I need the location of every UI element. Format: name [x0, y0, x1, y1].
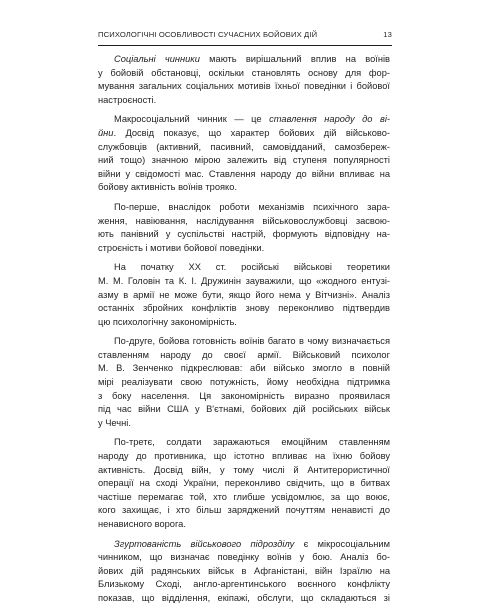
- text-line: частіше перемагає той, хто глибше усвідомлює, за що воює,: [98, 491, 390, 502]
- text-line: операції на сході України, переконливо свідчить, що в битвах: [98, 478, 390, 489]
- text-line: Соціальні чинники мають вирішальний вплив на воїнів: [114, 54, 390, 64]
- page-body: [98, 53, 390, 606]
- paragraph: [98, 201, 390, 255]
- text-line: М. В. Зенченко підкреслював: аби військо змогло в повній: [98, 363, 390, 374]
- italic-term: ставлення народу до ві-: [269, 114, 390, 125]
- text-line: строєність і мотиви бойової поведінки.: [98, 242, 265, 253]
- text-line: останніх збройних конфліктів знову переконливо підтвердив: [98, 303, 390, 314]
- text-line: На початку XX ст. російські військові теоретики: [114, 262, 390, 273]
- text-line: Макросоціальний чинник — це ставлення народу до ві-: [114, 114, 390, 125]
- text-line: ження, навіювання, наслідування військовослужбовці засвою-: [98, 215, 390, 226]
- text-line: чинником, що визначає поведінку воїнів у бою. Аналіз бо-: [98, 552, 390, 563]
- paragraph: [98, 261, 390, 329]
- text-line: настроєності.: [98, 94, 157, 105]
- paragraph: [98, 538, 390, 606]
- paragraph: [98, 436, 390, 531]
- running-title: ПСИХОЛОГІЧНІ ОСОБЛИВОСТІ СУЧАСНИХ БОЙОВИХ ДІЙ: [98, 30, 318, 39]
- italic-term: Соціальні чинники: [114, 54, 200, 64]
- text-line: Згуртованість військового підрозділу є мікросоціальним: [114, 538, 391, 549]
- text-line: війни у свідомості мас. Ставлення народу до війни впливає на: [98, 168, 390, 179]
- text-line: По-перше, внаслідок роботи механізмів психічного зара-: [114, 201, 390, 212]
- text-line: бойову активність воїнів трояко.: [98, 182, 237, 193]
- text-line: йни. Досвід показує, що характер бойових дій військово-: [98, 127, 390, 138]
- text-line: цю психологічну закономірність.: [98, 316, 237, 327]
- italic-term: Згуртованість військового підрозділу: [114, 538, 295, 549]
- text-line: Близькому Сході, англо-аргентинського воєнного конфлікту: [98, 579, 390, 590]
- text-line: ють панівний у суспільстві настрій, формують відповідну на-: [98, 229, 390, 240]
- text-line: М. М. Головін та К. І. Дружинін зауважили, що «жодного ентузі-: [98, 275, 390, 286]
- text-line: мування загальних соціальних мотивів їхньої поведінки і бойової: [98, 81, 390, 92]
- text-line: азму в армії не може бути, якщо його нема у Вітчизні». Аналіз: [98, 289, 390, 300]
- text-line: йових дій радянських військ в Афганістані, війн Ізраїлю на: [98, 565, 390, 576]
- text-line: мірі реалізувати свою потужність, йому необхідна підтримка: [98, 377, 390, 388]
- text-line: кого захищає, і хто більш заряджений почуттям ненависті до: [98, 505, 390, 516]
- paragraph: [98, 53, 390, 107]
- text-line: показав, що відділення, екіпажі, обслуги, що складаються зі: [98, 592, 390, 603]
- text-line: ний тощо) значною мірою залежить від ступеня популярності: [98, 155, 390, 166]
- text-line: активність. Досвід війн, у тому числі й Антитерористичної: [98, 464, 390, 475]
- text-line: народу до противника, що істотно впливає на їхню бойову: [98, 451, 390, 462]
- text-line: По-третє, солдати заражаються емоційним ставленням: [114, 437, 390, 448]
- paragraph: [98, 335, 390, 430]
- text-line: під час війни США у В'єтнамі, бойових дій російських військ: [98, 404, 390, 415]
- text-line: ненависного ворога.: [98, 519, 186, 529]
- text-line: службовців (активний, пасивний, самовідданий, самозбереж-: [98, 141, 390, 152]
- text-line: у Чечні.: [98, 417, 131, 428]
- page-number: 13: [383, 30, 392, 39]
- running-header: [98, 29, 392, 46]
- text-line: з боку населення. Ця закономірність виразно проявилася: [98, 390, 390, 401]
- text-line: По-друге, бойова готовність воїнів багато в чому визначається: [114, 336, 390, 347]
- paragraph: [98, 113, 390, 195]
- text-line: ставленням народу до своєї армії. Військовий психолог: [98, 349, 390, 360]
- text-line: у бойовій обстановці, оскільки становлять основу для фор-: [98, 67, 390, 78]
- italic-term: йни: [98, 127, 114, 138]
